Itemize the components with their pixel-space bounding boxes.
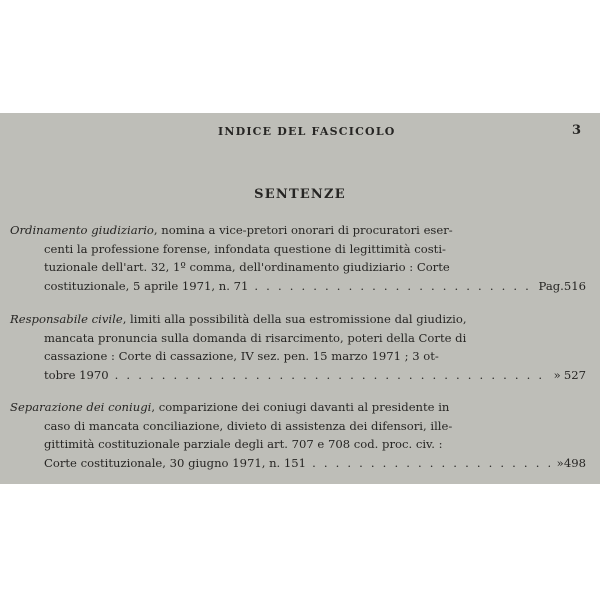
dot-leader <box>115 366 545 385</box>
entry-text: centi la professione forense, infondata questione di legittimità costi- <box>44 241 446 256</box>
entry-text: , comparizione dei coniugi davanti al presidente in <box>151 400 450 414</box>
page-number: 3 <box>572 123 582 138</box>
entry-text: Corte costituzionale, 30 giugno 1971, n. 151 <box>44 455 307 470</box>
page-prefix: » <box>553 367 561 382</box>
page-reference: 498 <box>563 455 586 470</box>
entry-first-line <box>10 310 586 329</box>
entry-last-line <box>10 454 586 473</box>
dot-leader <box>312 454 550 473</box>
entry-text: caso di mancata conciliazione, divieto di assistenza dei difensori, ille- <box>44 418 453 433</box>
running-header: INDICE DEL FASCICOLO <box>218 125 396 138</box>
entry-text: tuzionale dell'art. 32, 1º comma, dell'ordinamento giudiziario : Corte <box>44 260 450 275</box>
entry-text: costituzionale, 5 aprile 1971, n. 71 <box>44 278 249 293</box>
entry-last-line <box>10 366 586 385</box>
section-title: SENTENZE <box>254 187 346 202</box>
index-entry-separazione-dei-coniugi <box>10 398 586 472</box>
entry-text: mancata pronuncia sulla domanda di risarcimento, poteri della Corte di <box>44 330 467 345</box>
index-entry-responsabile-civile <box>10 310 586 384</box>
entry-text: , limiti alla possibilità della sua estromissione dal giudizio, <box>122 312 467 326</box>
entry-term: Ordinamento giudiziario <box>10 223 154 237</box>
entry-term: Separazione dei coniugi <box>10 400 152 414</box>
entry-text: , nomina a vice-pretori onorari di procuratori eser- <box>153 223 453 237</box>
entry-last-line <box>10 277 586 296</box>
entry-term: Responsabile civile <box>10 312 123 326</box>
page-prefix: Pag. <box>538 278 564 293</box>
book-page <box>0 113 600 484</box>
index-entry-ordinamento-giudiziario <box>10 221 586 295</box>
page-reference: 527 <box>563 367 586 382</box>
dot-leader <box>254 277 532 296</box>
page-prefix: » <box>556 455 564 470</box>
entry-text: tobre 1970 <box>44 367 109 382</box>
entry-first-line <box>10 398 586 417</box>
entry-text: cassazione : Corte di cassazione, IV sez. pen. 15 marzo 1971 ; 3 ot- <box>44 349 439 364</box>
page-reference: 516 <box>563 278 586 293</box>
entry-first-line <box>10 221 586 240</box>
entry-text: gittimità costituzionale parziale degli art. 707 e 708 cod. proc. civ. : <box>44 437 443 452</box>
